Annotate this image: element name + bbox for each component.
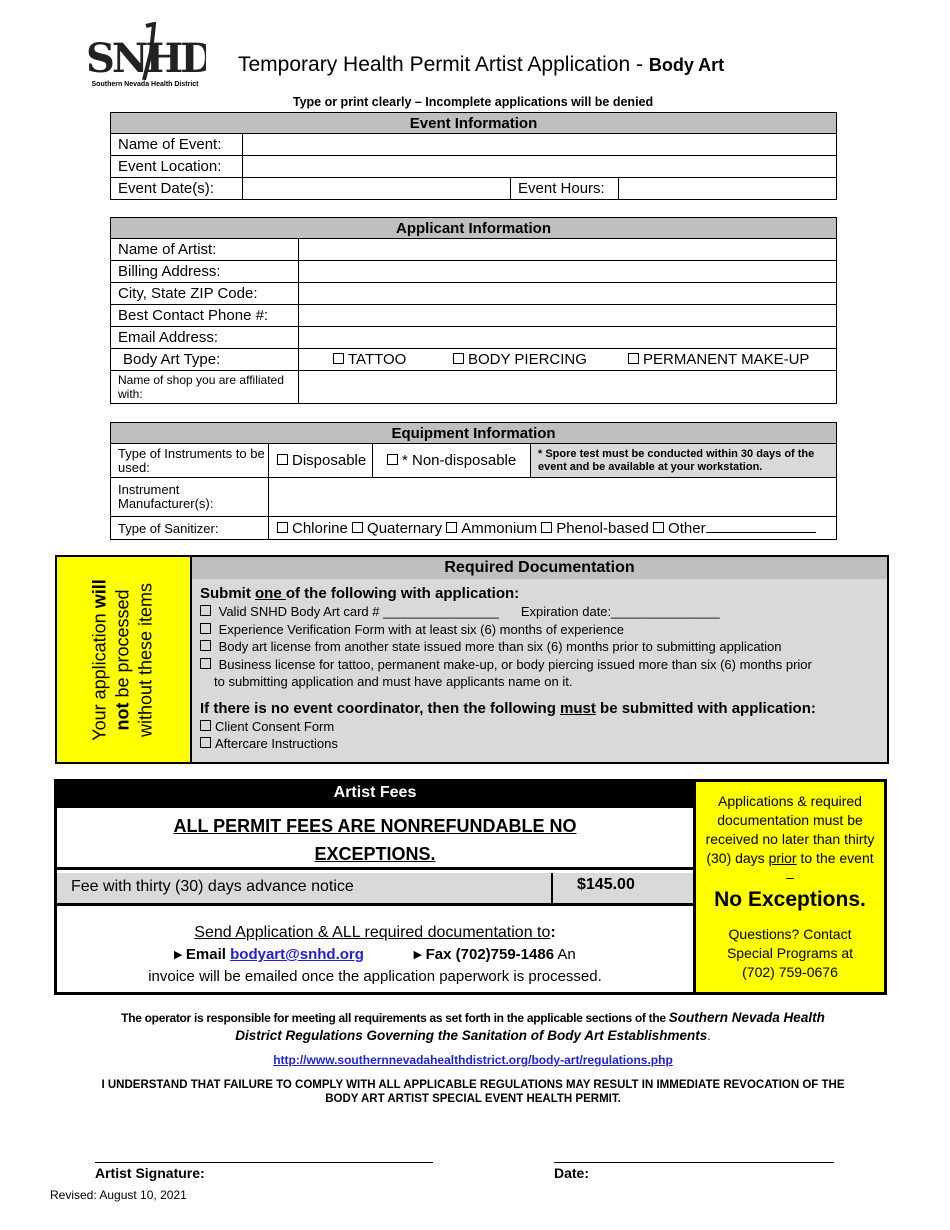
fee-label: Fee with thirty (30) days advance notice [71,878,354,895]
sanitizer-label: Type of Sanitizer: [111,517,269,540]
required-documentation-heading: Required Documentation [192,557,887,579]
event-location-label: Event Location: [111,156,243,178]
manufacturer-field[interactable] [269,478,837,517]
applicant-information-table [110,217,837,404]
questions-contact: Questions? Contact Special Programs at (702) 759-0676 [726,926,854,980]
state-license-item[interactable]: Body art license from another state issued more than six (6) months prior to submitting application [200,638,887,656]
phenol-based-checkbox[interactable] [541,522,552,533]
other-checkbox[interactable] [653,522,664,533]
spore-test-note: * Spore test must be conducted within 30 days of the event and be available at your workstation. [531,444,837,478]
snhd-logo [84,22,206,88]
sanitizer-options [269,517,837,540]
shop-affiliation-field[interactable] [299,371,837,404]
tattoo-option[interactable]: TATTOO [333,351,453,368]
phone-label: Best Contact Phone #: [111,305,299,327]
applicant-info-heading: Applicant Information [111,218,837,239]
invoice-note: invoice will be emailed once the application paperwork is processed. [148,968,602,985]
quaternary-checkbox[interactable] [352,522,363,533]
required-side-notice [57,557,192,762]
event-dates-label: Event Date(s): [111,178,243,200]
chlorine-option[interactable]: Chlorine [277,520,348,537]
body-piercing-option[interactable]: BODY PIERCING [453,351,628,368]
billing-address-label: Billing Address: [111,261,299,283]
non-disposable-checkbox[interactable] [387,454,398,465]
experience-form-checkbox[interactable] [200,623,211,634]
operator-responsibility: The operator is responsible for meeting all requirements as set forth in the applicable sections of the Southern Nevada Health District Regulations Governing the Sanitation of Body Art Establishments. [121,1010,825,1043]
regulations-link-row [100,1053,846,1067]
logo-text: SNHD [86,35,206,80]
permanent-makeup-checkbox[interactable] [628,353,639,364]
other-option[interactable]: Other [653,520,816,537]
experience-form-item[interactable]: Experience Verification Form with at least six (6) months of experience [200,621,887,639]
date-line[interactable] [554,1162,834,1163]
event-name-label: Name of Event: [111,134,243,156]
permanent-makeup-option[interactable]: PERMANENT MAKE-UP [628,351,809,368]
snhd-card-item[interactable]: Valid SNHD Body Art card # ________________ Expiration date:_______________ [200,603,887,621]
manufacturer-label: Instrument Manufacturer(s): [111,478,269,517]
required-documentation-box [55,555,889,764]
aftercare-item[interactable]: Aftercare Instructions [200,735,887,753]
non-disposable-option[interactable]: * Non-disposable [373,444,531,478]
artist-fees-box [54,779,887,995]
equipment-info-heading: Equipment Information [111,423,837,444]
equipment-information-table [110,422,837,540]
disposable-option[interactable]: Disposable [269,444,373,478]
disposable-checkbox[interactable] [277,454,288,465]
city-state-zip-field[interactable] [299,283,837,305]
fee-row [57,873,693,906]
fee-amount: $145.00 [551,873,693,903]
email-field[interactable] [299,327,837,349]
ammonium-option[interactable]: Ammonium [446,520,537,537]
event-information-table [110,112,837,200]
event-info-heading: Event Information [111,113,837,134]
ammonium-checkbox[interactable] [446,522,457,533]
event-name-field[interactable] [243,134,837,156]
event-hours-label: Event Hours: [511,178,619,200]
other-sanitizer-field[interactable] [706,532,816,533]
event-coordinator-heading: If there is no event coordinator, then the following must be submitted with application: [200,699,816,717]
snhd-logo-graphic [84,22,206,80]
revised-date: Revised: August 10, 2021 [50,1188,187,1202]
email-label: Email Address: [111,327,299,349]
tattoo-checkbox[interactable] [333,353,344,364]
artist-fees-heading: Artist Fees [57,782,693,808]
state-license-checkbox[interactable] [200,640,211,651]
quaternary-option[interactable]: Quaternary [352,520,442,537]
signature-label: Artist Signature: [95,1165,205,1181]
artist-name-field[interactable] [299,239,837,261]
city-state-zip-label: City, State ZIP Code: [111,283,299,305]
side-notice-text: Your application will not be processed without these items [89,579,156,741]
business-license-checkbox[interactable] [200,658,211,669]
phenol-based-option[interactable]: Phenol-based [541,520,649,537]
deadline-notice: Applications & required documentation must be received no later than thirty (30) days prior to the event – No Exceptions. Questions? Contact Special Programs at (702) 759-0676 [693,782,884,992]
body-art-type-options [299,349,837,371]
business-license-item-cont: to submitting application and must have applicants name on it. [214,674,573,689]
instruments-label: Type of Instruments to be used: [111,444,269,478]
client-consent-checkbox[interactable] [200,720,211,731]
email-link[interactable]: bodyart@snhd.org [230,946,364,963]
page-title: Temporary Health Permit Artist Application - Body Art [238,53,725,76]
phone-field[interactable] [299,305,837,327]
event-dates-field[interactable] [243,178,511,200]
fax-number: Fax (702)759-1486 [425,946,555,963]
event-location-field[interactable] [243,156,837,178]
chlorine-checkbox[interactable] [277,522,288,533]
submit-one-heading: Submit one of the following with application: [200,585,520,602]
send-instructions: Send Application & ALL required documentation to: ▸ Email bodyart@snhd.org ▸ Fax (702)759-1486 An invoice will be emailed once the application paperwork is processed. [57,922,693,988]
signature-line[interactable] [95,1162,433,1163]
client-consent-item[interactable]: Client Consent Form [200,718,887,736]
artist-name-label: Name of Artist: [111,239,299,261]
no-exceptions-text: No Exceptions. [714,888,866,911]
shop-affiliation-label: Name of shop you are affiliated with: [111,371,299,404]
regulations-link[interactable]: http://www.southernnevadahealthdistrict.org/body-art/regulations.php [273,1053,673,1067]
required-documentation-panel [192,557,887,762]
event-hours-field[interactable] [619,178,837,200]
compliance-statement: I UNDERSTAND THAT FAILURE TO COMPLY WITH ALL APPLICABLE REGULATIONS MAY RESULT IN IMMEDIATE REVOCATION OF THE BODY ART ARTIST SPECIAL EVENT HEALTH PERMIT. [101,1079,845,1105]
body-art-type-label: Body Art Type: [111,349,299,371]
billing-address-field[interactable] [299,261,837,283]
business-license-item[interactable]: Business license for tattoo, permanent make-up, or body piercing issued more than six (6) months prior [200,656,887,674]
snhd-card-checkbox[interactable] [200,605,211,616]
body-piercing-checkbox[interactable] [453,353,464,364]
nonrefundable-notice: ALL PERMIT FEES ARE NONREFUNDABLE NO EXCEPTIONS. [57,808,693,870]
aftercare-checkbox[interactable] [200,737,211,748]
logo-subtitle: Southern Nevada Health District [91,81,199,88]
date-label: Date: [554,1165,590,1181]
instructions: Type or print clearly – Incomplete applications will be denied [292,95,654,109]
